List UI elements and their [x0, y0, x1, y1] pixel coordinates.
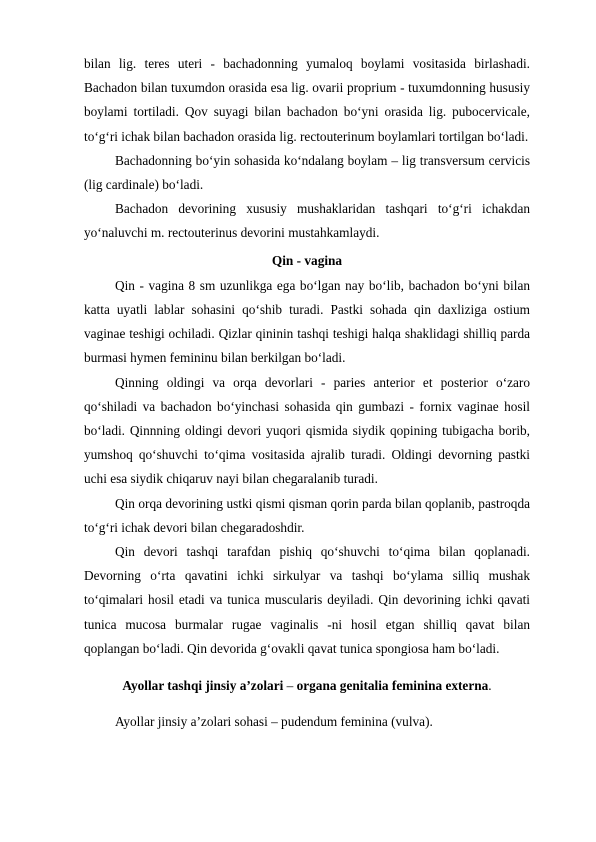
subheading-part2: organa genitalia feminina externa: [296, 678, 489, 694]
paragraph-vagina-4: Qin devori tashqi tarafdan pishiq qo‘shuvchi to‘qima bilan qoplanadi. Devorning o‘rta qavatini ichki sirkulyar va tashqi bo‘ylama silliq mushak to‘qimalari hosil etadi va tunica muscularis deyiladi. Qin devorining ichki qavati tunica mucosa burmalar rugae vaginalis -ni hosil etgan shilliq qavat bilan qoplangan bo‘ladi. Qin devorida g‘ovakli qavat tunica spongiosa ham bo‘ladi.: [84, 544, 530, 656]
section-heading-vagina: Qin - vagina: [271, 252, 343, 268]
paragraph-transverse-ligament: Bachadonning bo‘yin sohasida ko‘ndalang boylam – lig transversum cervicis (lig cardinale) bo‘ladi.: [84, 152, 530, 193]
subheading-dash: –: [283, 678, 297, 694]
paragraph-vagina-2: Qinning oldingi va orqa devorlari - paries anterior et posterior o‘zaro qo‘shiladi va bachadon bo‘yinchasi sohasida qin gumbazi - fornix vaginae hosil bo‘ladi. Qinnning oldingi devori yuqori qismida siydik qopining tubigacha borib, yumshoq qo‘shuvchi to‘qima vositasida ajralib turadi. Oldingi devorning pastki uchi esa siydik chiqaruv nayi bilan chegaralanib turadi.: [84, 374, 530, 487]
paragraph-uterus-wall: Bachadon devorining xususiy mushaklaridan tashqari to‘g‘ri ichakdan yo‘naluvchi m. rectouterinus devorini mustahkamlaydi.: [84, 201, 530, 241]
document-page: [84, 52, 530, 734]
paragraph-ligaments: bilan lig. teres uteri - bachadonning yumaloq boylami vositasida birlashadi. Bachadon bilan tuxumdon orasida esa lig. ovarii proprium - tuxumdonning hususiy boylami tortiladi. Qov suyagi bilan bachadon bo‘yni orasida lig. pubocervicale, to‘g‘ri ichak bilan bachadon orasida lig. rectouterinum boylamlari tortilgan bo‘ladi.: [84, 56, 530, 144]
section-heading-external-genitalia: [84, 661, 530, 710]
paragraph-pudendum: Ayollar jinsiy a’zolari sohasi – pudendum feminina (vulva).: [115, 714, 433, 730]
paragraph-vagina-1: Qin - vagina 8 sm uzunlikga ega bo‘lgan nay bo‘lib, bachadon bo‘yni bilan katta uyatli lablar sohasini qo‘shib turadi. Pastki sohada qin daxliziga ostium vaginae teshigi ochiladi. Qizlar qininin tashqi teshigi halqa shaklidagi shilliq parda burmasi hymen femininu bilan berkilgan bo‘ladi.: [84, 277, 530, 366]
subheading-part1: Ayollar tashqi jinsiy a’zolari: [122, 678, 284, 694]
paragraph-vagina-3: Qin orqa devorining ustki qismi qisman qorin parda bilan qoplanib, pastroqda to‘g‘ri ichak devori bilan chegaradoshdir.: [84, 495, 530, 535]
subheading-end: .: [488, 678, 492, 694]
